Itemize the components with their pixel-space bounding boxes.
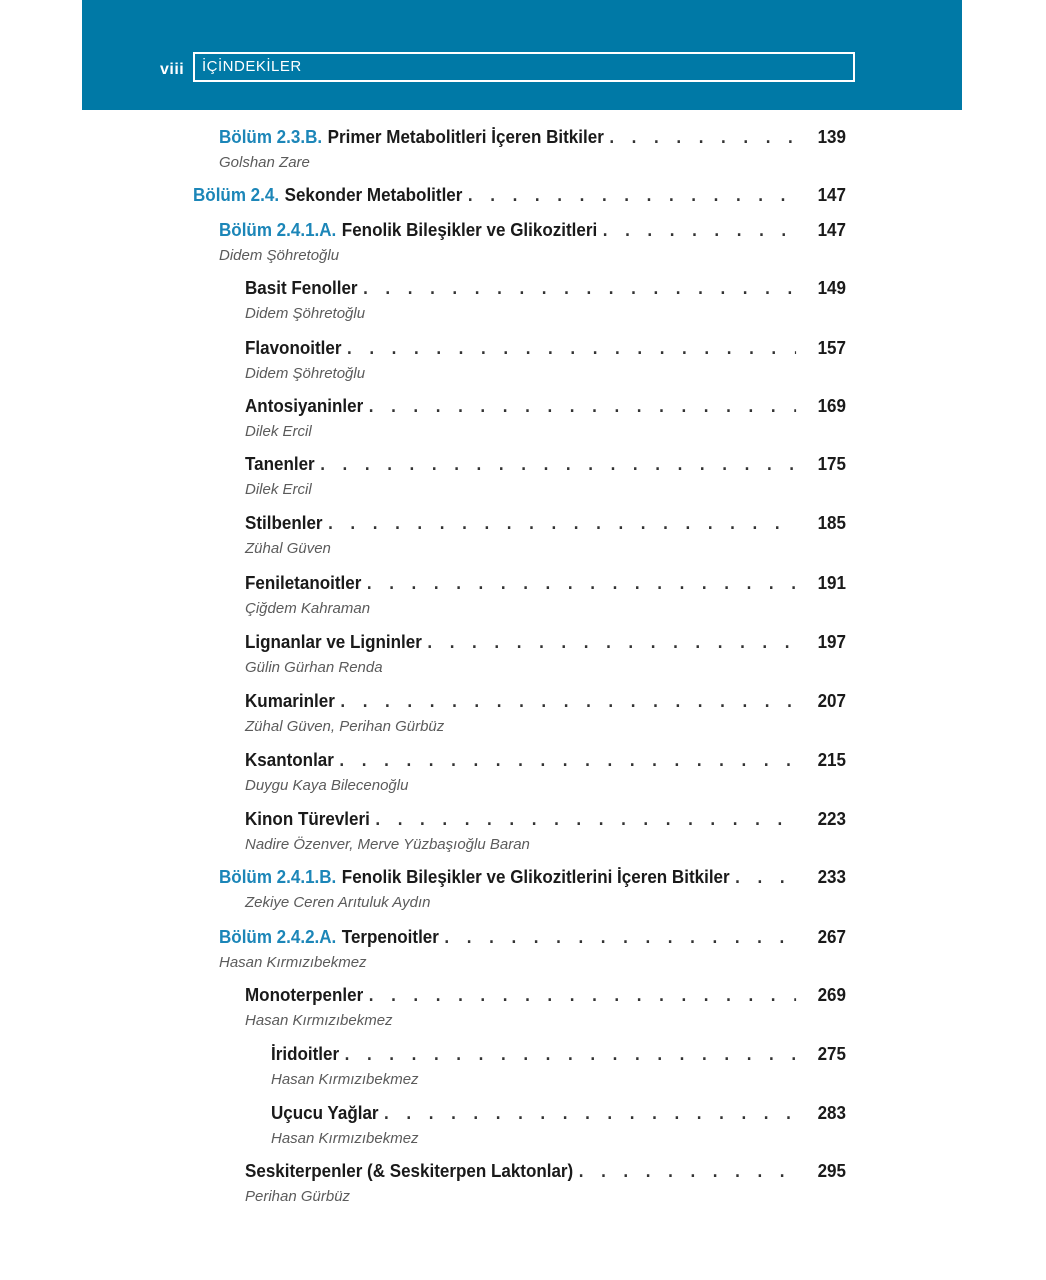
dot-leader xyxy=(427,631,796,653)
dot-leader xyxy=(328,512,796,534)
entry-title: Terpenoitler xyxy=(341,926,439,947)
entry-title: Kumarinler xyxy=(245,690,335,711)
toc-entry[interactable] xyxy=(219,926,846,974)
page-ref: 295 xyxy=(817,1160,846,1181)
page-ref: 139 xyxy=(817,126,846,147)
page-ref: 275 xyxy=(817,1043,846,1064)
entry-author: Dilek Ercil xyxy=(245,423,312,440)
dot-leader xyxy=(375,808,796,830)
dot-leader xyxy=(369,984,797,1006)
dot-leader xyxy=(340,690,796,712)
section-label: Bölüm 2.4. xyxy=(193,184,280,205)
entry-title: Antosiyaninler xyxy=(245,395,364,416)
dot-leader xyxy=(369,395,797,417)
page-ref: 147 xyxy=(817,184,846,205)
entry-title: Primer Metabolitleri İçeren Bitkiler xyxy=(327,126,604,147)
page-ref: 191 xyxy=(817,572,846,593)
toc-entry[interactable] xyxy=(245,337,846,385)
entry-title: Uçucu Yağlar xyxy=(271,1102,379,1123)
page-ref: 215 xyxy=(817,749,846,770)
dot-leader xyxy=(339,749,796,771)
toc-entry[interactable] xyxy=(245,453,846,501)
entry-author: Hasan Kırmızıbekmez xyxy=(245,1012,393,1029)
toc-entry[interactable] xyxy=(245,1160,846,1208)
page-ref: 207 xyxy=(817,690,846,711)
page-ref: 197 xyxy=(817,631,846,652)
page-ref: 185 xyxy=(817,512,846,533)
entry-author: Gülin Gürhan Renda xyxy=(245,659,383,676)
entry-title: Tanenler xyxy=(245,453,315,474)
entry-author: Hasan Kırmızıbekmez xyxy=(271,1130,419,1147)
dot-leader xyxy=(735,866,796,888)
page-number: viii xyxy=(160,61,185,78)
page-ref: 147 xyxy=(817,219,846,240)
toc-entry[interactable] xyxy=(245,631,846,679)
toc-entry[interactable] xyxy=(245,277,846,325)
entry-title: Lignanlar ve Ligninler xyxy=(245,631,422,652)
toc-entry[interactable] xyxy=(245,512,846,560)
entry-author: Zühal Güven xyxy=(245,540,331,557)
toc-entry[interactable] xyxy=(245,572,846,620)
toc-entry[interactable] xyxy=(245,984,846,1032)
entry-title: Fenolik Bileşikler ve Glikozitlerini İçeren Bitkiler xyxy=(341,866,730,887)
entry-author: Zekiye Ceren Arıtuluk Aydın xyxy=(245,894,431,911)
entry-author: Didem Şöhretoğlu xyxy=(245,365,366,382)
dot-leader xyxy=(345,1043,797,1065)
dot-leader xyxy=(609,126,796,148)
entry-title: Monoterpenler xyxy=(245,984,364,1005)
page-ref: 169 xyxy=(817,395,846,416)
toc-entry[interactable] xyxy=(271,1102,846,1150)
dot-leader xyxy=(347,337,796,359)
dot-leader xyxy=(363,277,796,299)
entry-title: Seskiterpenler (& Seskiterpen Laktonlar) xyxy=(245,1160,574,1181)
dot-leader xyxy=(367,572,796,594)
dot-leader xyxy=(444,926,796,948)
entry-title: İridoitler xyxy=(271,1043,340,1064)
section-label: Bölüm 2.4.2.A. xyxy=(219,926,337,947)
entry-author: Golshan Zare xyxy=(219,154,310,171)
entry-author: Perihan Gürbüz xyxy=(245,1188,351,1205)
entry-author: Nadire Özenver, Merve Yüzbaşıoğlu Baran xyxy=(245,836,530,853)
toc-entry[interactable] xyxy=(245,690,846,738)
entry-title: Stilbenler xyxy=(245,512,323,533)
toc-entry[interactable] xyxy=(219,126,846,174)
entry-title: Kinon Türevleri xyxy=(245,808,370,829)
toc-entry[interactable] xyxy=(245,395,846,443)
section-label: Bölüm 2.3.B. xyxy=(219,126,323,147)
page-ref: 157 xyxy=(817,337,846,358)
entry-title: Sekonder Metabolitler xyxy=(284,184,463,205)
entry-author: Duygu Kaya Bilecenoğlu xyxy=(245,777,409,794)
dot-leader xyxy=(384,1102,796,1124)
entry-author: Zühal Güven, Perihan Gürbüz xyxy=(245,718,445,735)
page-ref: 267 xyxy=(817,926,846,947)
page-ref: 269 xyxy=(817,984,846,1005)
dot-leader xyxy=(468,184,796,206)
toc-entry[interactable] xyxy=(193,184,846,210)
toc-entry[interactable] xyxy=(219,866,846,914)
page-ref: 233 xyxy=(817,866,846,887)
entry-author: Didem Şöhretoğlu xyxy=(245,305,366,322)
dot-leader xyxy=(603,219,797,241)
dot-leader xyxy=(579,1160,797,1182)
toc-entry[interactable] xyxy=(245,808,846,856)
toc-entry[interactable] xyxy=(245,749,846,797)
entry-author: Çiğdem Kahraman xyxy=(245,600,371,617)
page-ref: 223 xyxy=(817,808,846,829)
page-ref: 283 xyxy=(817,1102,846,1123)
entry-author: Hasan Kırmızıbekmez xyxy=(271,1071,419,1088)
entry-title: Basit Fenoller xyxy=(245,277,358,298)
entry-author: Hasan Kırmızıbekmez xyxy=(219,954,367,971)
dot-leader xyxy=(320,453,796,475)
toc-entry[interactable] xyxy=(271,1043,846,1091)
entry-title: Ksantonlar xyxy=(245,749,334,770)
entry-author: Didem Şöhretoğlu xyxy=(219,247,340,264)
page-ref: 149 xyxy=(817,277,846,298)
entry-title: Flavonoitler xyxy=(245,337,342,358)
entry-title: Fenolik Bileşikler ve Glikozitleri xyxy=(341,219,598,240)
toc-entry[interactable] xyxy=(219,219,846,267)
header-title: İÇİNDEKİLER xyxy=(202,58,302,75)
entry-author: Dilek Ercil xyxy=(245,481,312,498)
entry-title: Feniletanoitler xyxy=(245,572,362,593)
section-label: Bölüm 2.4.1.A. xyxy=(219,219,337,240)
page-ref: 175 xyxy=(817,453,846,474)
section-label: Bölüm 2.4.1.B. xyxy=(219,866,337,887)
